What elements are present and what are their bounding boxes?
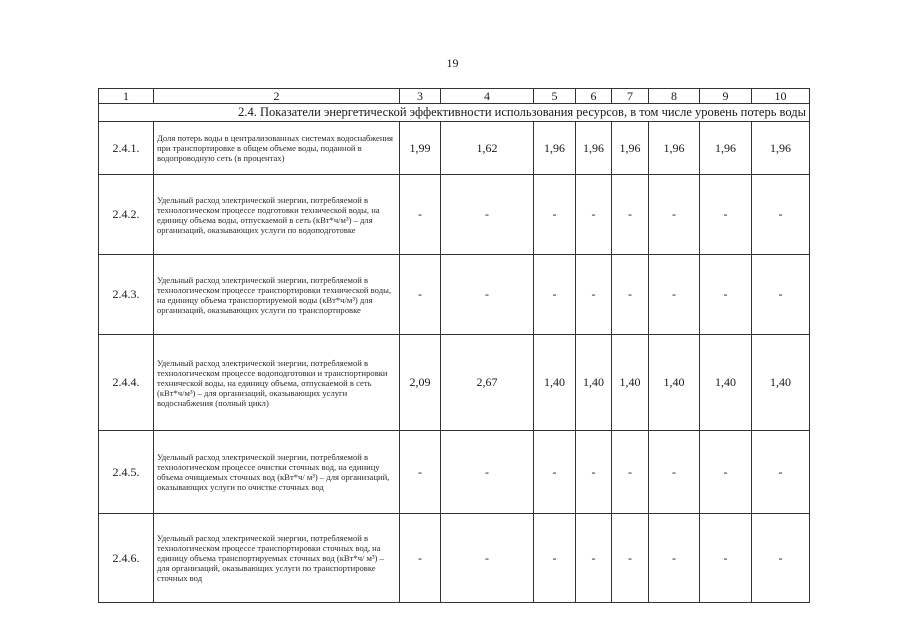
column-number: 10 [752, 89, 810, 104]
row-description: Удельный расход электрической энергии, потребляемой в технологическом процессе транспортировки технической воды, на единицу объема транспортируемой воды (кВт*ч/м³) для организаций, оказывающих услуги по транспортировке [154, 255, 400, 335]
column-number: 4 [441, 89, 534, 104]
column-number: 1 [99, 89, 154, 104]
row-code: 2.4.1. [99, 122, 154, 175]
row-value: - [612, 255, 649, 335]
row-value: 1,40 [649, 335, 700, 431]
row-value: 2,09 [400, 335, 441, 431]
table-row [99, 255, 810, 335]
column-number: 6 [576, 89, 612, 104]
row-value: - [752, 514, 810, 603]
row-value: - [400, 255, 441, 335]
row-value: - [534, 514, 576, 603]
row-value: 1,96 [700, 122, 752, 175]
column-number: 8 [649, 89, 700, 104]
row-value: - [752, 255, 810, 335]
column-number: 3 [400, 89, 441, 104]
row-value: - [752, 431, 810, 514]
row-description: Удельный расход электрической энергии, потребляемой в технологическом процессе водоподготовки и транспортировки технической воды, на единицу объема, отпускаемой в сеть (кВт*ч/м³) – для организаций, оказывающих услуги водоснабжения (полный цикл) [154, 335, 400, 431]
row-value: - [441, 175, 534, 255]
row-value: - [400, 175, 441, 255]
row-value: - [612, 175, 649, 255]
row-value: - [576, 514, 612, 603]
section-title: 2.4. Показатели энергетической эффективности использования ресурсов, в том числе уровень потерь воды [99, 104, 810, 122]
table-row [99, 335, 810, 431]
row-value: - [534, 175, 576, 255]
column-number: 9 [700, 89, 752, 104]
section-title-row [99, 104, 810, 122]
row-code: 2.4.3. [99, 255, 154, 335]
indicators-table [98, 88, 810, 603]
row-value: - [700, 431, 752, 514]
row-value: - [700, 514, 752, 603]
row-value: 1,40 [700, 335, 752, 431]
column-number: 5 [534, 89, 576, 104]
row-value: 2,67 [441, 335, 534, 431]
row-value: - [576, 175, 612, 255]
row-value: - [441, 431, 534, 514]
row-value: - [400, 431, 441, 514]
row-value: - [441, 255, 534, 335]
column-number-row [99, 89, 810, 104]
row-value: 1,40 [576, 335, 612, 431]
row-value: - [576, 431, 612, 514]
row-value: - [700, 175, 752, 255]
page-number: 19 [446, 56, 459, 70]
row-description: Удельный расход электрической энергии, потребляемой в технологическом процессе транспортировки сточных вод, на единицу объема транспортируемых сточных вод (кВт*ч/ м³) – для организаций, оказывающих услуги по транспортировке сточных вод [154, 514, 400, 603]
row-code: 2.4.5. [99, 431, 154, 514]
row-value: - [700, 255, 752, 335]
row-description: Удельный расход электрической энергии, потребляемой в технологическом процессе подготовки технической воды, на единицу объема воды, отпускаемой в сеть (кВт*ч/м³) – для организаций, оказывающих услуги по водоподготовке [154, 175, 400, 255]
row-value: - [752, 175, 810, 255]
row-value: 1,96 [612, 122, 649, 175]
row-value: - [612, 514, 649, 603]
table-row [99, 122, 810, 175]
row-code: 2.4.2. [99, 175, 154, 255]
row-value: 1,96 [649, 122, 700, 175]
row-value: - [534, 255, 576, 335]
row-value: 1,40 [752, 335, 810, 431]
row-value: 1,96 [752, 122, 810, 175]
row-value: - [612, 431, 649, 514]
row-value: - [649, 514, 700, 603]
row-value: - [441, 514, 534, 603]
row-value: - [576, 255, 612, 335]
row-value: 1,40 [534, 335, 576, 431]
row-value: - [649, 431, 700, 514]
table-row [99, 431, 810, 514]
row-value: 1,99 [400, 122, 441, 175]
column-number: 2 [154, 89, 400, 104]
row-value: - [400, 514, 441, 603]
row-value: - [649, 255, 700, 335]
row-code: 2.4.4. [99, 335, 154, 431]
row-description: Доля потерь воды в централизованных системах водоснабжения при транспортировке в общем объеме воды, поданной в водопроводную сеть (в процентах) [154, 122, 400, 175]
row-code: 2.4.6. [99, 514, 154, 603]
row-value: 1,40 [612, 335, 649, 431]
row-value: 1,96 [576, 122, 612, 175]
row-value: 1,96 [534, 122, 576, 175]
row-value: - [649, 175, 700, 255]
table-row [99, 175, 810, 255]
column-number: 7 [612, 89, 649, 104]
row-description: Удельный расход электрической энергии, потребляемой в технологическом процессе очистки сточных вод, на единицу объема очищаемых сточных вод (кВт*ч/ м³) – для организаций, оказывающих услуги по очистке сточных вод [154, 431, 400, 514]
row-value: - [534, 431, 576, 514]
table-row [99, 514, 810, 603]
row-value: 1,62 [441, 122, 534, 175]
